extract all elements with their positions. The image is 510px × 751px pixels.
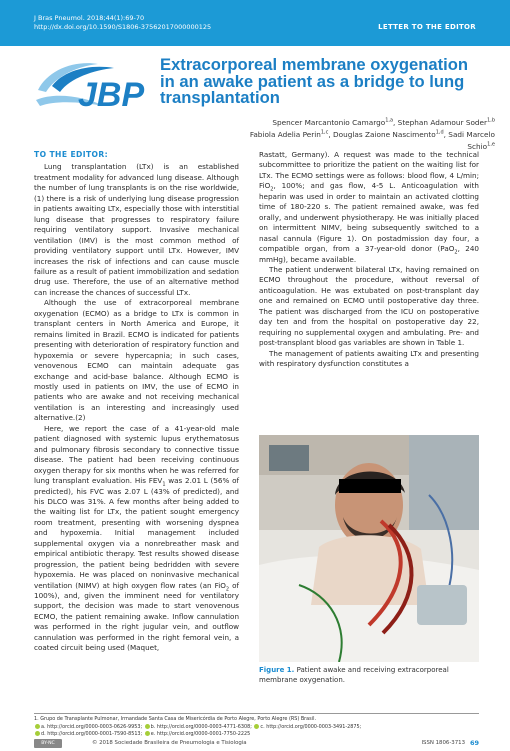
author-perin: Fabiola Adelia Perin — [249, 130, 321, 139]
orcid-a[interactable]: a. http://orcid.org/0000-0003-0626-9953; — [41, 723, 143, 730]
orcid-line-2 — [34, 731, 484, 739]
cc-license-badge: BY-NC — [34, 739, 62, 748]
figure-label: Figure 1. — [259, 666, 295, 674]
figure-caption-text: Patient awake and receiving extracorporeal membrane oxygenation. — [259, 666, 449, 684]
author-line-1: Spencer Marcantonio Camargo$^{1,a}$, Stephan Adamour Soder$^{1,b}$ — [272, 117, 495, 127]
figure-1-photo — [259, 435, 479, 662]
journal-header-bar — [0, 0, 510, 46]
paragraph-6: The management of patients awaiting LTx and presenting with respiratory dysfunction constitutes a — [259, 348, 479, 369]
paragraph-5: The patient underwent bilateral LTx, having remained on ECMO throughout the procedure, without reversal of anticoagulation. He was extubated on post-transplant day one and remained on ECMO until postoperative day three. The patient was discharged from the ICU on postoperative day ten and from the hospital on postoperative day 22, requiring no supplemental oxygen and ambulating. Pre- and post-transplant blood gas variables are shown in Table 1. — [259, 264, 479, 348]
paragraph-3: Here, we report the case of a 41-year-old male patient diagnosed with systemic lupus erythematosus and pulmonary fibrosis secondary to connective tissue disease. The patient had been receiving continuous oxygen therapy for six months when he was referred for lung transplant evaluation. His $FEV_1$ was 2.01 L (56% of predicted), his FVC was 2.07 L (43% of predicted), and his DLCO was 31%. A few months after being added to the waiting list for LTx, the patient sought emergency room treatment, presenting with worsening dyspnea and hypoxemia. Initial management included supplemental oxygen via a nonrebreather mask and empirical antibiotic therapy. Test results showed disease progression, the patient being bedridden with severe hypoxemia. He was placed on noninvasive mechanical ventilation (NIMV) at high oxygen flow rates (an FiO$_2$ of 100%), and, given the imminent need for ventilatory support, the decision was made to start venovenous ECMO, the patient remaining awake. Inflow cannulation was performed in the right jugular vein, and outflow cannulation was performed in the right femoral vein, a coated circuit being used (Maquet, — [34, 423, 240, 653]
orcid-d[interactable]: d. http://orcid.org/0000-0001-7590-8513; — [41, 731, 143, 737]
orcid-b[interactable]: b. http://orcid.org/0000-0003-4771-6308; — [150, 723, 252, 730]
copyright-text: © 2018 Sociedade Brasileira de Pneumologia e Tisiologia — [92, 740, 247, 746]
paragraph-1: Lung transplantation (LTx) is an established treatment modality for advanced lung disease. Although the number of lung transplants is on the rise worldwide,(1) there is a risk of underlying lung disease progression in patients awaiting LTx, especially those with interstitial lung disease that progresses to respiratory failure requiring ventilatory support. Invasive mechanical ventilation (IMV) is the most common method of providing ventilatory support until LTx. However, IMV increases the risk of infections and can cause muscle failure as a result of patient immobilization and sedation drug use. Therefore, the use of an alternative method can increase the chances of successful LTx. — [34, 162, 239, 297]
orcid-e[interactable]: e. http://orcid.org/0000-0001-7750-2225 — [150, 731, 251, 737]
figure-caption — [259, 666, 479, 685]
article-title: Extracorporeal membrane oxygenation in an awake patient as a bridge to lung transplantation — [160, 55, 469, 107]
orcid-c[interactable]: c. http://orcid.org/0000-0003-3491-2875; — [260, 723, 362, 730]
right-column — [259, 150, 479, 370]
doi-link[interactable]: http://dx.doi.org/10.1590/S1806-37562017000000125 — [34, 23, 212, 31]
author-nascimento: , Douglas Zaione Nascimento — [328, 130, 436, 139]
author-camargo: Spencer Marcantonio Camargo — [272, 118, 386, 127]
footnotes — [34, 716, 484, 739]
citation-block — [34, 14, 211, 32]
author-schio: , Sadi Marcelo Schio — [443, 130, 495, 151]
left-column — [34, 150, 239, 654]
section-label: LETTER TO THE EDITOR — [378, 23, 476, 31]
journal-citation: J Bras Pneumol. 2018;44(1):69-70 — [34, 14, 145, 22]
orcid-icon — [35, 731, 40, 736]
paragraph-4: Rastatt, Germany). A request was made to the technical subcommittee to prioritize the patient on the waiting list for LTx. The ECMO settings were as follows: blood flow, 4 L/min; FiO$_2$, 100%; and gas flow, 4-5 L. Anticoagulation with heparin was used in order to maintain an activated clotting time of 180-220 s. The patient remained awake, was fed orally, and underwent physiotherapy. He was initially placed on intermittent NIMV, being subsequently switched to a nasal cannula (Figure 1). On postadmission day four, a compatible organ, from a 37-year-old donor (PaO$_2$, 240 mmHg), became available. — [259, 150, 479, 264]
patient-photo-illustration — [259, 435, 479, 662]
jbp-logo — [34, 56, 146, 112]
orcid-icon — [254, 724, 259, 729]
page-footer — [34, 739, 479, 749]
to-the-editor-heading: TO THE EDITOR: — [34, 150, 109, 159]
page-number: 69 — [469, 739, 479, 747]
orcid-icon — [145, 731, 150, 736]
orcid-icon — [35, 724, 40, 729]
author-line-2: Fabiola Adelia Perin$^{1,c}$, Douglas Zaione Nascimento$^{1,d}$, Sadi Marcelo Schio$^{1,e}$ — [249, 129, 495, 151]
affiliation-note: 1. Grupo de Transplante Pulmonar, Irmandade Santa Casa de Misericórdia de Porto Alegre, Porto Alegre (RS) Brasil. — [34, 716, 316, 722]
footnote-divider — [34, 713, 479, 714]
author-soder: , Stephan Adamour Soder — [393, 118, 488, 127]
issn-text: ISSN 1806-3713 — [421, 740, 465, 746]
paragraph-2: Although the use of extracorporeal membrane oxygenation (ECMO) as a bridge to LTx is common in transplant centers in North America and Europe, it remains limited in Brazil. ECMO is indicated for patients presenting with deterioration of respiratory function and hypoxemia or severe hypercapnia; in such cases, venovenous ECMO can maintain adequate gas exchange and acid-base balance. Although ECMO is mostly used in patients on IMV, the use of ECMO in patients who are awake and not receiving mechanical ventilation is an interesting and increasingly used alternative.(2) — [34, 298, 239, 423]
logo-text: JBP — [78, 76, 145, 112]
orcid-line-1 — [34, 724, 484, 732]
orcid-icon — [145, 724, 150, 729]
author-list — [245, 117, 495, 153]
